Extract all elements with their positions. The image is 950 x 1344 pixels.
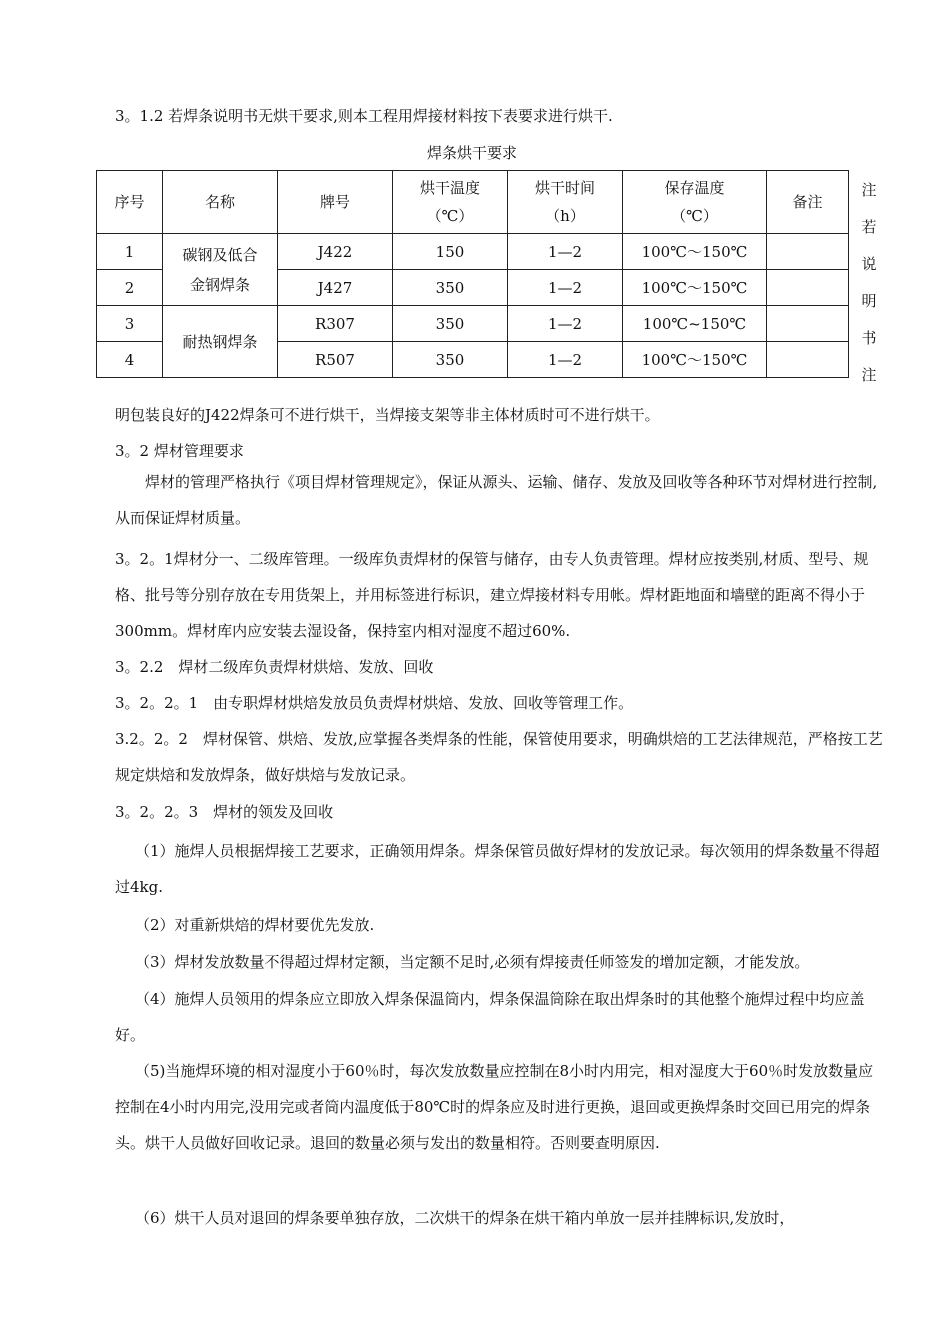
cell-remark: [767, 270, 849, 306]
header-name: 名称: [163, 171, 278, 234]
cell-seq: 3: [97, 306, 163, 342]
cell-brand: J427: [278, 270, 393, 306]
paragraph-note-continuation: 明包装良好的J422焊条可不进行烘干，当焊接支架等非主体材质时可不进行烘干。: [115, 406, 660, 424]
cell-brand: R307: [278, 306, 393, 342]
cell-seq: 2: [97, 270, 163, 306]
list-item-2: （2）对重新烘焙的焊材要优先发放.: [135, 916, 375, 934]
table-row: [97, 306, 849, 342]
header-dry-temp: 烘干温度 （℃）: [393, 171, 508, 234]
list-item-4: （4）施焊人员领用的焊条应立即放入焊条保温筒内，焊条保温筒除在取出焊条时的其他整个施焊过程中均应盖好。: [115, 990, 865, 1044]
paragraph-management: 焊材的管理严格执行《项目焊材管理规定》，保证从源头、运输、储存、发放及回收等各种环节对焊材进行控制,从而保证焊材质量。: [115, 473, 878, 527]
list-item-1: （1）施焊人员根据焊接工艺要求，正确领用焊条。焊条保管员做好焊材的发放记录。每次领用的焊条数量不得超过4kg.: [115, 842, 880, 896]
cell-dry-temp: 150: [393, 234, 508, 270]
paragraph-3-2-1: 3。2。1焊材分一、二级库管理。一级库负责焊材的保管与储存，由专人负责管理。焊材应按类别,材质、型号、规格、批号等分别存放在专用货架上，并用标签进行标识，建立焊接材料专用帐。焊材距地面和墙壁的距离不得小于300mm。焊材库内应安装去湿设备，保持室内相对湿度不超过60%.: [115, 550, 869, 640]
header-store-temp: 保存温度 （℃）: [623, 171, 767, 234]
section-heading-3-2: 3。2 焊材管理要求: [115, 442, 244, 460]
electrode-drying-table: [96, 170, 849, 378]
header-seq: 序号: [97, 171, 163, 234]
table-header-row: [97, 171, 849, 234]
cell-remark: [767, 306, 849, 342]
cell-seq: 1: [97, 234, 163, 270]
paragraph-3-2-2-2: 3.2。2。2 焊材保管、烘焙、发放,应掌握各类焊条的性能，保管使用要求，明确烘焙的工艺法律规范，严格按工艺规定烘焙和发放焊条，做好烘焙与发放记录。: [115, 730, 883, 784]
header-brand: 牌号: [278, 171, 393, 234]
table-row: [97, 234, 849, 270]
table-caption: 焊条烘干要求: [426, 144, 517, 162]
list-item-3: （3）焊材发放数量不得超过焊材定额，当定额不足时,必须有焊接责任师签发的增加定额，才能发放。: [135, 953, 810, 971]
header-dry-time: 烘干时间 （h）: [508, 171, 623, 234]
list-item-6: （6）烘干人员对退回的焊条要单独存放，二次烘干的焊条在烘干箱内单放一层并挂牌标识,发放时，: [135, 1209, 795, 1227]
cell-dry-time: 1—2: [508, 306, 623, 342]
cell-group-name: 耐热钢焊条: [163, 306, 278, 378]
cell-brand: J422: [278, 234, 393, 270]
cell-brand: R507: [278, 342, 393, 378]
header-remark: 备注: [767, 171, 849, 234]
cell-dry-temp: 350: [393, 342, 508, 378]
cell-remark: [767, 342, 849, 378]
cell-dry-time: 1—2: [508, 270, 623, 306]
paragraph-3-2-2-3: 3。2。2。3 焊材的领发及回收: [115, 803, 334, 821]
cell-store-temp: 100℃～150℃: [623, 342, 767, 378]
list-item-5: （5)当施焊环境的相对湿度小于60％时，每次发放数量应控制在8小时内用完，相对湿度大于60％时发放数量应控制在4小时内用完,没用完或者筒内温度低于80℃时的焊条应及时进行更换，退回或更换焊条时交回已用完的焊条头。烘干人员做好回收记录。退回的数量必须与发出的数量相符。否则要查明原因.: [115, 1062, 874, 1152]
side-note-vertical: 注若说明书注: [861, 181, 877, 384]
cell-dry-time: 1—2: [508, 234, 623, 270]
cell-dry-temp: 350: [393, 306, 508, 342]
cell-store-temp: 100℃~150℃: [623, 306, 767, 342]
cell-seq: 4: [97, 342, 163, 378]
paragraph-3-2-2: 3。2.2 焊材二级库负责焊材烘焙、发放、回收: [115, 658, 434, 676]
paragraph-3-2-2-1: 3。2。2。1 由专职焊材烘焙发放员负责焊材烘焙、发放、回收等管理工作。: [115, 694, 634, 712]
intro-paragraph: 3。1.2 若焊条说明书无烘干要求,则本工程用焊接材料按下表要求进行烘干.: [115, 107, 613, 125]
cell-dry-time: 1—2: [508, 342, 623, 378]
cell-dry-temp: 350: [393, 270, 508, 306]
cell-store-temp: 100℃～150℃: [623, 234, 767, 270]
cell-group-name: 碳钢及低合金钢焊条: [163, 234, 278, 306]
cell-remark: [767, 234, 849, 270]
cell-store-temp: 100℃～150℃: [623, 270, 767, 306]
